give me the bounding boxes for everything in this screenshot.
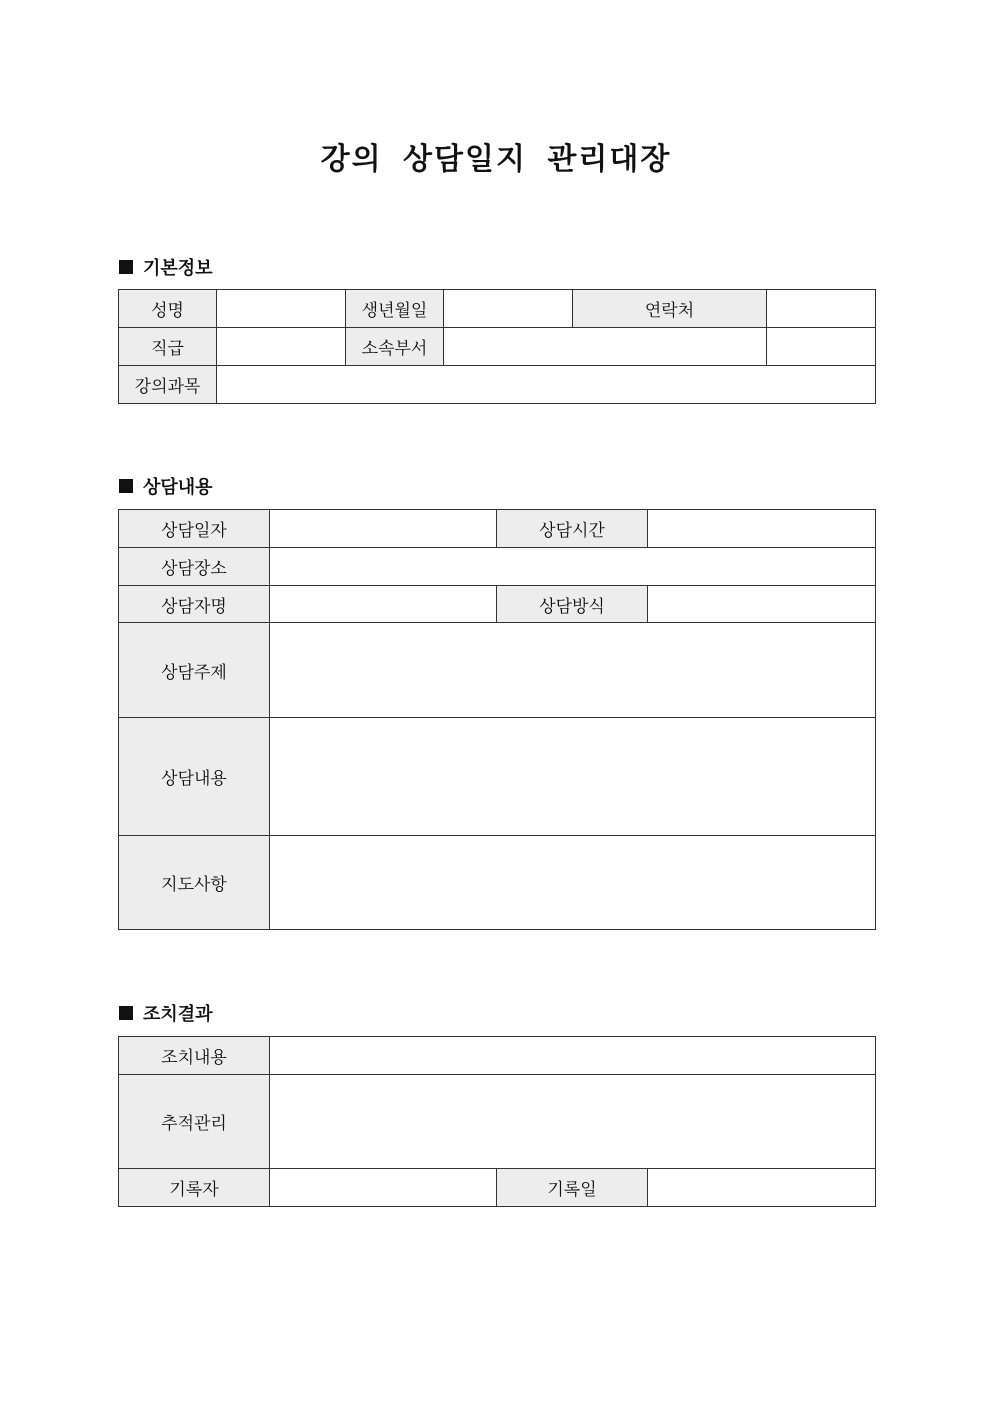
counsel-table — [118, 509, 876, 930]
recorder-label: 기록자 — [119, 1169, 270, 1207]
place-field[interactable] — [270, 548, 876, 586]
followup-field[interactable] — [270, 1075, 876, 1169]
section-heading-label: 상담내용 — [143, 477, 213, 498]
recorder-field[interactable] — [270, 1169, 497, 1207]
date-field[interactable] — [270, 510, 497, 548]
basic-info-table — [118, 289, 876, 404]
result-table — [118, 1036, 876, 1207]
guidance-field[interactable] — [270, 836, 876, 930]
course-label: 강의과목 — [119, 366, 217, 404]
content-field[interactable] — [270, 718, 876, 836]
record-date-label: 기록일 — [497, 1169, 648, 1207]
square-bullet-icon — [119, 1006, 133, 1020]
extra-field[interactable] — [767, 328, 876, 366]
date-label: 상담일자 — [119, 510, 270, 548]
section-heading-label: 조치결과 — [143, 1004, 213, 1025]
name-label: 성명 — [119, 290, 217, 328]
record-date-field[interactable] — [648, 1169, 876, 1207]
square-bullet-icon — [119, 479, 133, 493]
place-label: 상담장소 — [119, 548, 270, 586]
birth-field[interactable] — [444, 290, 573, 328]
contact-label: 연락처 — [573, 290, 767, 328]
position-field[interactable] — [217, 328, 346, 366]
section-heading-counsel — [119, 473, 213, 499]
followup-label: 추적관리 — [119, 1075, 270, 1169]
action-label: 조치내용 — [119, 1037, 270, 1075]
section-heading-result — [119, 1000, 213, 1026]
name-field[interactable] — [217, 290, 346, 328]
contact-field[interactable] — [767, 290, 876, 328]
department-field[interactable] — [444, 328, 767, 366]
topic-label: 상담주제 — [119, 623, 270, 718]
method-label: 상담방식 — [497, 586, 648, 623]
content-label: 상담내용 — [119, 718, 270, 836]
guidance-label: 지도사항 — [119, 836, 270, 930]
topic-field[interactable] — [270, 623, 876, 718]
counselor-field[interactable] — [270, 586, 497, 623]
position-label: 직급 — [119, 328, 217, 366]
action-field[interactable] — [270, 1037, 876, 1075]
page-title: 강의 상담일지 관리대장 — [320, 142, 672, 177]
section-heading-label: 기본정보 — [143, 258, 213, 279]
department-label: 소속부서 — [346, 328, 444, 366]
square-bullet-icon — [119, 260, 133, 274]
method-field[interactable] — [648, 586, 876, 623]
section-heading-basic — [119, 254, 213, 280]
time-field[interactable] — [648, 510, 876, 548]
course-field[interactable] — [217, 366, 876, 404]
birth-label: 생년월일 — [346, 290, 444, 328]
time-label: 상담시간 — [497, 510, 648, 548]
counselor-label: 상담자명 — [119, 586, 270, 623]
